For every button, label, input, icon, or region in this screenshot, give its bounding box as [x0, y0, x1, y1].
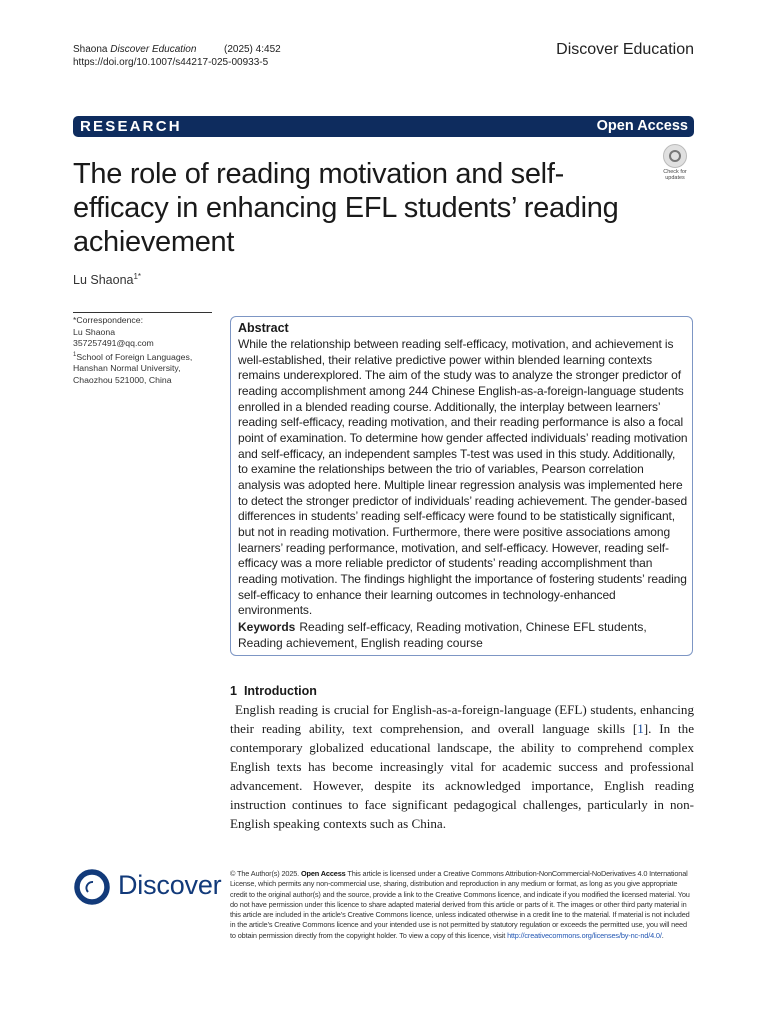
intro-text-after: ]. In the contemporary globalized educational landscape, the ability to comprehend complex English texts has become increasingly vital for academic success and professional advancement. However, despite its acknowledged importance, English reading instruction continues to face significant pedagogical challenges, particularly in non-English speaking contexts such as China. [230, 721, 695, 831]
section-title: Introduction [243, 684, 317, 698]
correspondence-label: *Correspondence: [73, 315, 144, 325]
meta-author: Shaona [73, 44, 108, 55]
keywords [238, 620, 688, 651]
correspondence-block [73, 315, 212, 386]
affiliation-line-1: School of Foreign Languages, [76, 351, 193, 362]
license-body: This article is licensed under a Creative Commons Attribution-NonCommercial-NoDerivatives 4.0 International License, which permits any non-commercial use, sharing, distribution and reproduction in any medium or format, as long as you give appropriate credit to the original author(s) and the source, provide a link to the Creative Commons licence, and indicate if you modified the licensed material. You do not have permission under this licence to share adapted material derived from this article or parts of it. The images or other third party material in this article are included in the article’s Creative Commons licence, unless indicated otherwise in a credit line to the material. If material is not included in the article’s Creative Commons licence and your intended use is not permitted by statutory regulation or exceeds the permitted use, you will need to obtain permission directly from the copyright holder. To view a copy of this licence, visit [230, 869, 690, 940]
open-access-label: Open Access [596, 118, 688, 134]
license-text: © The Author(s) 2025. Open Access This article is licensed under a Creative Commons Attribution-NonCommercial-NoDerivatives 4.0 International License, which permits any non-commercial use, sharing, distribution and reproduction in any medium or format, as long as you give appropriate credit to the original author(s) and the source, provide a link to the Creative Commons licence, and indicate if you modified the licensed material. You do not have permission under this licence to share adapted material derived from this article or parts of it. The images or other third party material in this article are included in the article’s Creative Commons licence, unless indicated otherwise in a credit line to the material. If material is not included in the article’s Creative Commons licence and your intended use is not permitted by statutory regulation or exceeds the permitted use, you will need to obtain permission directly from the copyright holder. To view a copy of this licence, visit http://creativecommons.org/licenses/by-nc-nd/4.0/. [230, 869, 690, 940]
section-number: 1 [230, 684, 237, 698]
keywords-label: Keywords [238, 620, 296, 634]
author-sup: 1* [133, 272, 142, 281]
author-line [73, 272, 141, 287]
abstract-heading: Abstract [238, 321, 289, 335]
meta-journal: Discover Education [110, 44, 197, 55]
affiliation-line-2: Hanshan Normal University, [73, 363, 181, 374]
check-updates-icon [663, 144, 687, 168]
keywords-list: Reading self-efficacy, Reading motivation, Chinese EFL students, Reading achievement, English reading course [238, 620, 647, 650]
article-type-label: RESEARCH [80, 118, 182, 135]
article-meta [73, 43, 281, 69]
abstract-text: While the relationship between reading self-efficacy, motivation, and achievement is well-established, their relative predictive power within blended learning contexts remains underexplored. The aim of the study was to analyze the stronger predictor of reading accomplishment among 244 Chinese English-as-a-foreign-language students enrolled in a blended reading course. Additionally, the interplay between learners’ reading self-efficacy, reading motivation, and their reading performance is also a focal point of examination. To determine how gender affected individuals’ reading motivation and self-efficacy, an independent samples T-test was used in this study. Additionally, to examine the relationships between the trio of variables, Pearson correlation analysis was adopted here. Multiple linear regression analysis was implemented here to detect the stronger predictor of individuals’ reading achievement. The gender-based differences in students’ reading self-efficacy were found to be statistically significant, but not in reading motivation. Furthermore, there were positive associations among learners’ reading performance, motivation, and self-efficacy. However, reading self-efficacy was a more reliable predictor of students’ reading accomplishment than reading motivation. The findings highlight the importance of fostering students’ reading self-efficacy to enhance their learning outcomes in technology-enhanced environments. [238, 337, 688, 618]
badge-line-2: updates [665, 175, 685, 181]
citation-link[interactable]: 1 [637, 721, 644, 736]
correspondence-name: Lu Shaona [73, 326, 116, 337]
discover-logo-text: Discover [118, 870, 222, 900]
license-open-access: Open Access [300, 869, 346, 878]
badge-line-1: Check for [663, 169, 687, 175]
introduction-paragraph [230, 700, 694, 833]
license-prefix: © The Author(s) 2025. [230, 869, 300, 878]
doi-link[interactable]: https://doi.org/10.1007/s44217-025-00933-5 [73, 57, 269, 68]
check-for-updates-badge[interactable] [656, 144, 694, 184]
discover-logo-icon [72, 867, 112, 907]
author-name: Lu Shaona [73, 273, 134, 288]
discover-logo [72, 867, 220, 907]
journal-name: Discover Education [556, 41, 694, 58]
section-heading-introduction [230, 684, 317, 698]
intro-text-before: English reading is crucial for English-as-a-foreign-language (EFL) students, enhancing their reading ability, text comprehension, and overall language skills [ [230, 702, 694, 736]
affiliation-line-3: Chaozhou 521000, China [73, 374, 172, 385]
license-url-link[interactable]: http://creativecommons.org/licenses/by-nc-nd/4.0/ [507, 930, 662, 940]
sidebar-divider [73, 312, 212, 313]
affiliation-sup: 1 [73, 351, 77, 358]
article-title: The role of reading motivation and self-efficacy in enhancing EFL students’ reading achievement [73, 158, 619, 258]
correspondence-email[interactable]: 357257491@qq.com [73, 338, 154, 349]
meta-year-volume: (2025) 4:452 [223, 44, 281, 55]
